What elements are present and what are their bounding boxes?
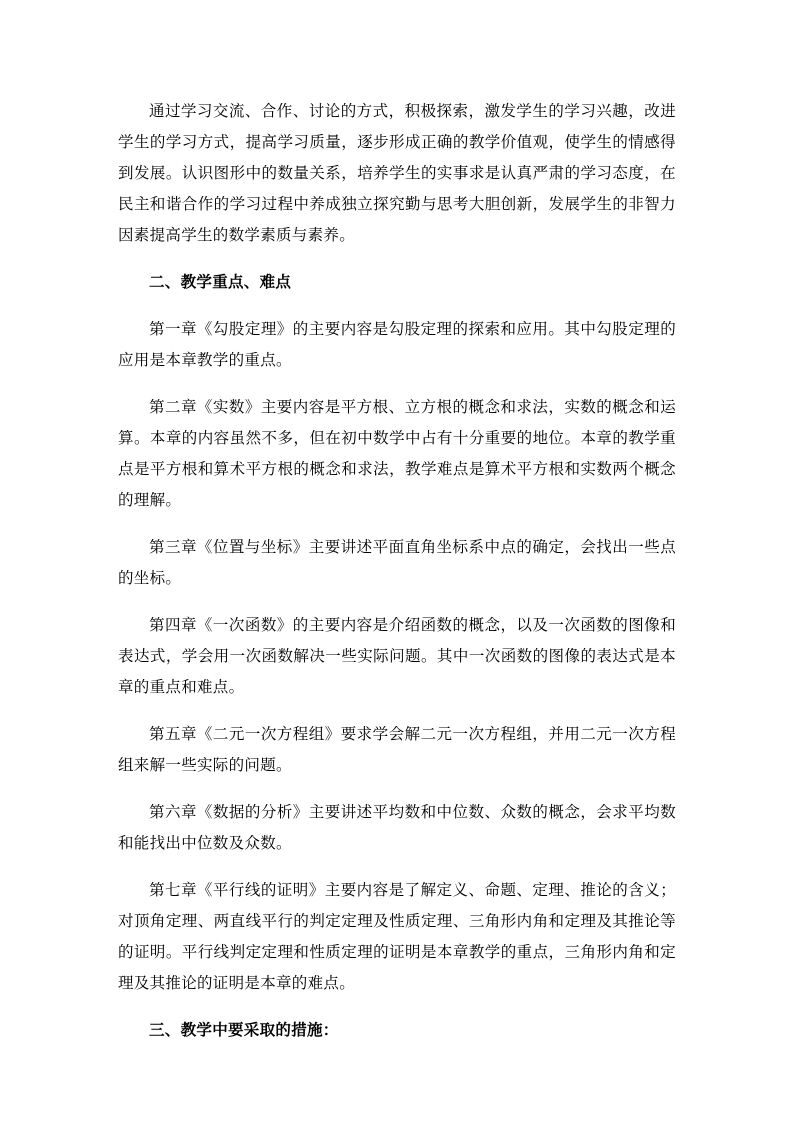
section-heading-measures: 三、教学中要采取的措施： (149, 1021, 339, 1039)
chapter-5-paragraph: 第五章《二元一次方程组》要求学会解二元一次方程组，并用二元一次方程组来解一些实际的问题。 (118, 725, 676, 774)
chapter-4-paragraph: 第四章《一次函数》的主要内容是介绍函数的概念，以及一次函数的图像和表达式，学会用一次函数解决一些实际问题。其中一次函数的图像的表达式是本章的重点和难点。 (118, 616, 676, 696)
chapter-6-paragraph: 第六章《数据的分析》主要讲述平均数和中位数、众数的概念，会求平均数和能找出中位数及众数。 (118, 803, 676, 852)
chapter-2-paragraph: 第二章《实数》主要内容是平方根、立方根的概念和求法，实数的概念和运算。本章的内容虽然不多，但在初中数学中占有十分重要的地位。本章的教学重点是平方根和算术平方根的概念和求法，教学难点是算术平方根和实数两个概念的理解。 (118, 398, 676, 509)
section-heading-key-points: 二、教学重点、难点 (149, 273, 292, 291)
chapter-1-paragraph: 第一章《勾股定理》的主要内容是勾股定理的探索和应用。其中勾股定理的应用是本章教学的重点。 (118, 320, 676, 369)
chapter-3-paragraph: 第三章《位置与坐标》主要讲述平面直角坐标系中点的确定，会找出一些点的坐标。 (118, 538, 676, 587)
intro-paragraph: 通过学习交流、合作、讨论的方式，积极探索，激发学生的学习兴趣，改进学生的学习方式，提高学习质量，逐步形成正确的教学价值观，使学生的情感得到发展。认识图形中的数量关系，培养学生的实事求是认真严肃的学习态度，在民主和谐合作的学习过程中养成独立探究勤与思考大胆创新，发展学生的非智力因素提高学生的数学素质与素养。 (118, 102, 676, 244)
document-page (118, 96, 676, 1062)
chapter-7-paragraph: 第七章《平行线的证明》主要内容是了解定义、命题、定理、推论的含义；对顶角定理、两直线平行的判定定理及性质定理、三角形内角和定理及其推论等的证明。平行线判定定理和性质定理的证明是本章教学的重点，三角形内角和定理及其推论的证明是本章的难点。 (118, 881, 676, 992)
